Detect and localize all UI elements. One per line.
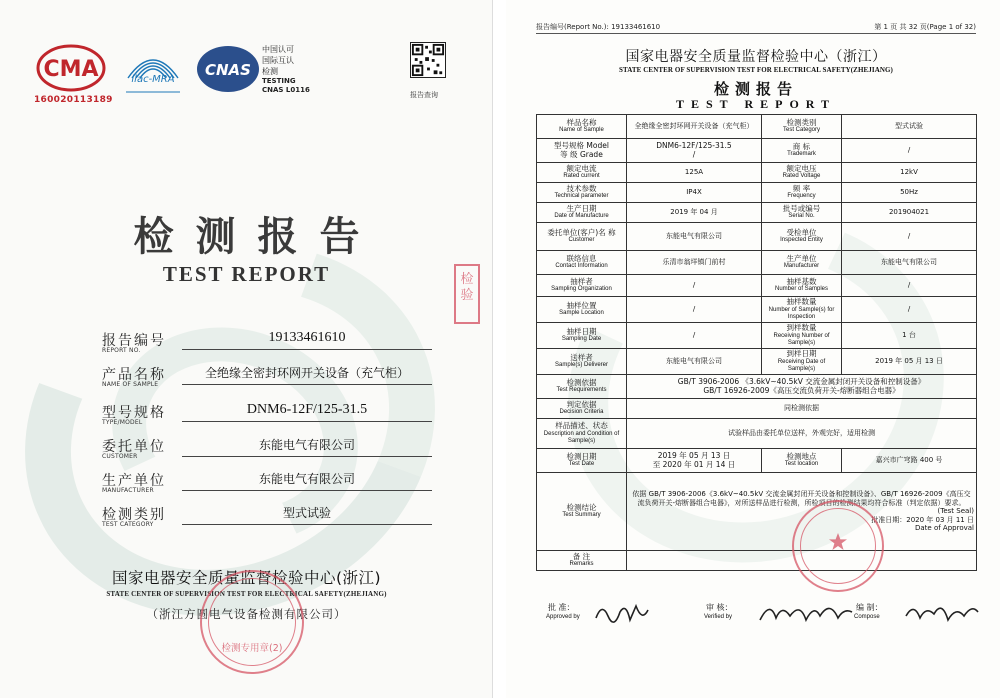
label-en: Trademark xyxy=(787,151,816,158)
label-en: Manufacturer xyxy=(783,263,820,270)
label-cn: 送样者 xyxy=(570,352,593,362)
label-cn: 样品描述、状态 xyxy=(555,421,608,431)
qr-code-icon xyxy=(410,42,446,78)
report-title-en: TEST REPORT xyxy=(675,97,837,111)
cell-label xyxy=(762,449,842,473)
cover-field-customer xyxy=(102,436,432,470)
cnas-en-2: CNAS L0116 xyxy=(262,86,310,94)
label-en: Name of Sample xyxy=(559,127,604,134)
summary-seal-label: (Test Seal) xyxy=(937,507,974,516)
composer-signature-icon xyxy=(902,598,982,628)
label-en: Receiving Date of Sample(s) xyxy=(777,358,826,372)
table-row xyxy=(537,275,977,297)
seal-star-icon xyxy=(828,532,848,552)
label-cn: 检测日期 xyxy=(566,451,597,461)
label-cn: 委托单位(客户)名 称 xyxy=(547,227,616,237)
cell-value: 2019 年 04 月 xyxy=(627,203,762,223)
center-name-en: STATE CENTER OF SUPERVISION TEST FOR ELECTRICAL SAFETY(ZHEJIANG) xyxy=(619,66,893,74)
cell-label xyxy=(762,139,842,163)
cell-value: IP4X xyxy=(627,183,762,203)
table-row xyxy=(537,203,977,223)
field-value: 全绝缘全密封环网开关设备（充气柜） xyxy=(182,364,432,385)
cell-label xyxy=(537,163,627,183)
field-value: 东能电气有限公司 xyxy=(182,470,432,491)
field-label-en: MANUFACTURER xyxy=(102,487,154,494)
cnas-en-1: TESTING xyxy=(262,77,296,85)
cell-label xyxy=(762,349,842,375)
label-en: Sample(s) Deliverer xyxy=(554,362,608,369)
table-row xyxy=(537,251,977,275)
cell-value: 嘉兴市广穹路 400 号 xyxy=(842,449,977,473)
cell-label xyxy=(537,419,627,449)
label-en: Test Category xyxy=(782,127,821,134)
cover-organization-company: （浙江方圆电气设备检测有限公司） xyxy=(146,607,347,621)
field-label: 生产单位 xyxy=(102,473,166,489)
page-header xyxy=(536,22,976,34)
cell-label xyxy=(537,375,627,399)
table-row xyxy=(537,399,977,419)
cell-label xyxy=(537,551,627,571)
label-en: Sample Location xyxy=(559,310,604,317)
cell-value: 125A xyxy=(627,163,762,183)
cell-value: / xyxy=(627,297,762,323)
cell-label xyxy=(537,203,627,223)
report-cover xyxy=(0,0,493,698)
table-row xyxy=(537,223,977,251)
label-cn: 额定电压 xyxy=(786,163,817,173)
cell-label xyxy=(537,399,627,419)
table-row xyxy=(537,375,977,399)
test-date-start: 2019 年 05 月 13 日 xyxy=(657,451,731,460)
cover-field-type-model xyxy=(102,402,432,436)
label-en: Sampling Date xyxy=(561,336,602,343)
label-en: Number of Samples xyxy=(774,286,829,293)
label-en: Sampling Organization xyxy=(551,286,612,293)
approver-signature-icon xyxy=(592,598,652,628)
field-label: 产品名称 xyxy=(102,367,166,383)
cell-value: / xyxy=(842,223,977,251)
cell-label xyxy=(762,223,842,251)
field-value: 东能电气有限公司 xyxy=(182,436,432,457)
cover-field-sample-name xyxy=(102,364,432,398)
label-cn: 批号或编号 xyxy=(782,203,821,213)
report-table xyxy=(536,114,977,571)
cell-label xyxy=(537,449,627,473)
field-label: 报告编号 xyxy=(102,333,166,349)
label-cn: 抽样基数 xyxy=(786,276,817,286)
requirement-line: GB/T 16926-2009《高压交流负荷开关-熔断器组合电器》 xyxy=(703,385,900,395)
compose-label-en: Compose xyxy=(854,614,880,620)
cell-label xyxy=(537,323,627,349)
label-en: Number of Sample(s) for Inspection xyxy=(768,306,835,320)
cma-logo-icon xyxy=(36,42,106,94)
field-value: 19133461610 xyxy=(182,330,432,350)
header-page-count: 第 1 页 共 32 页(Page 1 of 32) xyxy=(874,23,976,31)
label-cn: 商 标 xyxy=(792,141,811,151)
approval-date-en: Date of Approval xyxy=(915,524,974,533)
table-row xyxy=(537,323,977,349)
label-cn: 到样日期 xyxy=(786,349,817,359)
grade-value: / xyxy=(692,149,696,159)
table-row xyxy=(537,139,977,163)
label-cn: 检测类别 xyxy=(786,117,817,127)
cover-organization-en: STATE CENTER OF SUPERVISION TEST FOR ELECTRICAL SAFETY(ZHEJIANG) xyxy=(106,590,387,598)
cell-label xyxy=(537,251,627,275)
cell-value xyxy=(627,449,762,473)
center-name-cn: 国家电器安全质量监督检验中心（浙江） xyxy=(625,49,887,65)
cell-value: 全绝缘全密封环网开关设备（充气柜） xyxy=(627,115,762,139)
cell-value: / xyxy=(842,139,977,163)
label-cn: 等 级 Grade xyxy=(560,149,603,159)
label-cn: 受检单位 xyxy=(786,227,817,237)
cnas-cn-1: 中国认可 xyxy=(262,45,294,54)
ilac-mra-logo-icon xyxy=(118,42,188,104)
cover-title-en: TEST REPORT xyxy=(162,262,331,286)
cell-label xyxy=(762,203,842,223)
requirement-line: GB/T 3906-2006 《3.6kV~40.5kV 交流金属封闭开关设备和控制设备》 xyxy=(677,377,926,386)
cell-label xyxy=(762,275,842,297)
field-label: 检测类别 xyxy=(102,507,166,523)
cell-label xyxy=(762,163,842,183)
cell-label xyxy=(762,251,842,275)
summary-text: 依据 GB/T 3906-2006《3.6kV~40.5kV 交流金属封闭开关设备和控制设备》、GB/T 16926-2009《高压交流负荷开关-熔断器组合电器》，对所送样品进行检测，所检项目的检测结果均符合标准（判定依据）要求。 xyxy=(632,490,971,507)
label-en: Test Requirements xyxy=(556,387,607,394)
label-en: Serial No. xyxy=(788,213,815,220)
label-cn: 抽样数量 xyxy=(786,297,817,307)
label-en: Date of Manufacture xyxy=(554,213,609,220)
table-row xyxy=(537,115,977,139)
label-cn: 样品名称 xyxy=(566,117,597,127)
label-cn: 技术参数 xyxy=(566,183,597,193)
label-cn: 联络信息 xyxy=(566,253,597,263)
table-row xyxy=(537,551,977,571)
cell-label xyxy=(537,223,627,251)
label-en: Test Summary xyxy=(562,512,601,519)
cell-label xyxy=(762,183,842,203)
cell-value: 201904021 xyxy=(842,203,977,223)
seal-text: 检测专用章(2) xyxy=(221,643,283,654)
label-en: Frequency xyxy=(787,193,816,200)
table-row xyxy=(537,297,977,323)
label-en: Receiving Number of Sample(s) xyxy=(773,332,830,346)
label-cn: 检测依据 xyxy=(566,377,597,387)
table-row xyxy=(537,183,977,203)
cell-value: / xyxy=(627,275,762,297)
cell-value: / xyxy=(842,275,977,297)
report-page-1 xyxy=(506,0,1000,698)
label-en: Technical parameter xyxy=(554,193,609,200)
cell-value xyxy=(627,139,762,163)
cover-field-test-category xyxy=(102,504,432,538)
label-cn: 生产单位 xyxy=(786,253,817,263)
cell-label xyxy=(537,115,627,139)
label-cn: 备 注 xyxy=(572,551,591,561)
cell-label xyxy=(537,139,627,163)
cnas-cn-3: 检测 xyxy=(262,67,278,76)
table-row xyxy=(537,419,977,449)
field-value: DNM6-12F/125-31.5 xyxy=(182,402,432,422)
cell-label xyxy=(537,349,627,375)
cnas-cn-2: 国际互认 xyxy=(262,56,294,65)
cma-number: 160020113189 xyxy=(34,95,113,105)
label-en: Remarks xyxy=(569,561,594,568)
cell-value: 2019 年 05 月 13 日 xyxy=(842,349,977,375)
cell-value: 乐清市翁垟镇门前村 xyxy=(627,251,762,275)
verified-label-en: Verified by xyxy=(704,614,733,620)
table-row xyxy=(537,473,977,551)
cell-label xyxy=(762,297,842,323)
label-cn: 到样数量 xyxy=(786,323,817,333)
cover-organization-cn: 国家电器安全质量监督检验中心(浙江) xyxy=(111,569,382,587)
cell-value: 型式试验 xyxy=(842,115,977,139)
label-cn: 抽样位置 xyxy=(566,300,597,310)
ilac-logo-text: ilac-MRA xyxy=(131,74,175,85)
test-date-end: 至 2020 年 01 月 14 日 xyxy=(652,459,736,469)
cell-label xyxy=(537,275,627,297)
label-en: Customer xyxy=(568,237,595,244)
label-en: Decision Criteria xyxy=(559,409,604,416)
label-en: Description and Condition of Sample(s) xyxy=(543,430,620,444)
signature-row xyxy=(536,602,976,628)
cell-value: 东能电气有限公司 xyxy=(627,349,762,375)
cell-value: 12kV xyxy=(842,163,977,183)
cell-label xyxy=(537,473,627,551)
cover-field-report-no xyxy=(102,330,432,364)
cma-logo-text: CMA xyxy=(43,57,99,82)
cell-value xyxy=(627,375,977,399)
cell-label xyxy=(762,115,842,139)
field-label-en: TYPE/MODEL xyxy=(102,419,143,426)
report-title-cn: 检测报告 xyxy=(713,80,798,98)
verified-label: 审 核： xyxy=(706,603,733,612)
cell-value: 1 台 xyxy=(842,323,977,349)
approval-date: 批准日期：2020 年 03 月 11 日 xyxy=(871,515,974,524)
label-cn: 型号规格 Model xyxy=(554,141,609,150)
field-label-en: TEST CATEGORY xyxy=(102,521,154,528)
label-en: Test location xyxy=(784,461,819,468)
field-label: 委托单位 xyxy=(102,439,166,455)
label-en: Inspected Entity xyxy=(780,237,823,244)
label-en: Rated current xyxy=(563,173,600,180)
field-label: 型号规格 xyxy=(102,405,166,421)
cell-value: 东能电气有限公司 xyxy=(627,223,762,251)
table-row xyxy=(537,449,977,473)
cell-label xyxy=(537,183,627,203)
approved-label-en: Approved by xyxy=(546,614,580,620)
label-cn: 抽样日期 xyxy=(566,326,597,336)
cover-field-manufacturer xyxy=(102,470,432,504)
field-label-en: REPORT NO. xyxy=(102,347,141,354)
field-label-en: NAME OF SAMPLE xyxy=(102,381,159,388)
cell-value: 50Hz xyxy=(842,183,977,203)
compose-label: 编 制： xyxy=(856,603,883,612)
cell-value: / xyxy=(842,297,977,323)
cell-value: / xyxy=(627,323,762,349)
label-cn: 抽样者 xyxy=(570,276,593,286)
field-value: 型式试验 xyxy=(182,504,432,525)
label-en: Rated Voltage xyxy=(782,173,821,180)
cnas-accreditation-text xyxy=(262,44,310,95)
cell-value: 东能电气有限公司 xyxy=(842,251,977,275)
verifier-signature-icon xyxy=(756,598,856,628)
label-cn: 频 率 xyxy=(792,183,811,193)
label-cn: 生产日期 xyxy=(566,203,597,213)
cnas-logo-icon xyxy=(196,44,260,94)
header-report-no: 报告编号(Report No.): 19133461610 xyxy=(536,23,661,31)
cell-label xyxy=(762,323,842,349)
label-cn: 检测地点 xyxy=(786,451,817,461)
side-stamp: 检验 xyxy=(454,264,480,324)
table-row xyxy=(537,349,977,375)
table-row xyxy=(537,163,977,183)
label-en: Contact Information xyxy=(555,263,608,270)
cover-title-cn: 检测报告 xyxy=(133,213,382,260)
field-label-en: CUSTOMER xyxy=(102,453,138,460)
label-en: Test Date xyxy=(568,461,595,468)
cnas-logo-text: CNAS xyxy=(205,61,251,79)
label-cn: 判定依据 xyxy=(566,399,597,409)
model-value: DNM6-12F/125-31.5 xyxy=(656,141,732,150)
cell-value: 试验样品由委托单位送样，外观完好，适用检测 xyxy=(627,419,977,449)
cell-label xyxy=(537,297,627,323)
label-cn: 检测结论 xyxy=(566,502,597,512)
approved-label: 批 准： xyxy=(548,603,575,612)
label-cn: 额定电流 xyxy=(566,163,597,173)
cell-value: 同检测依据 xyxy=(627,399,977,419)
qr-label: 报告查询 xyxy=(410,91,438,99)
